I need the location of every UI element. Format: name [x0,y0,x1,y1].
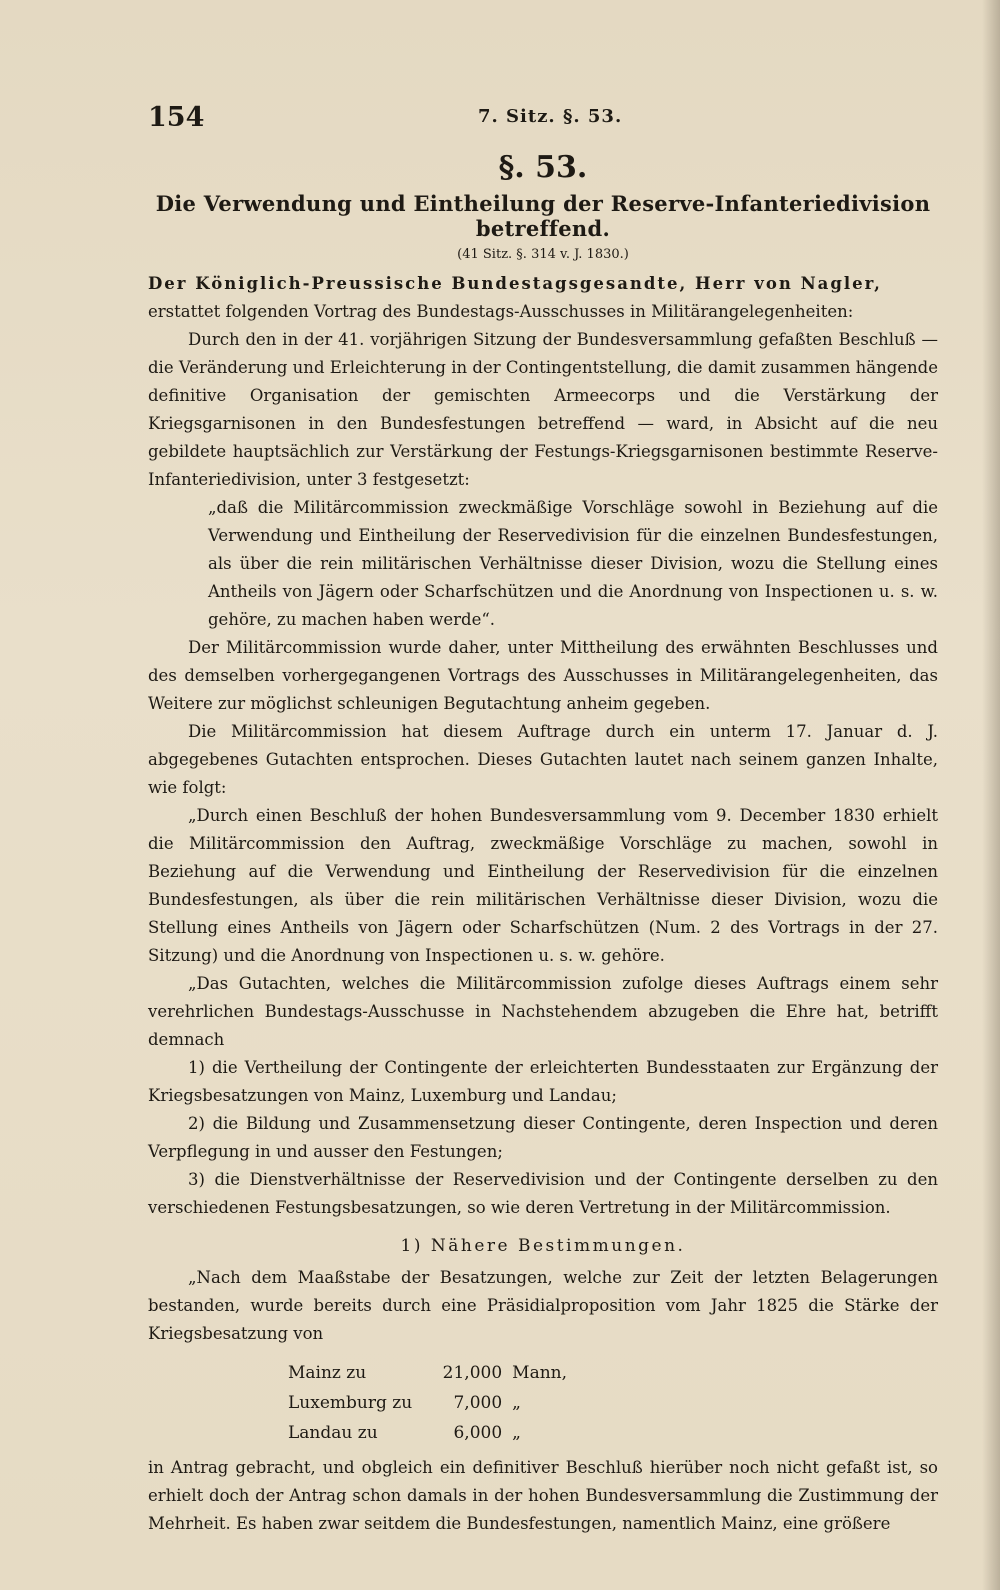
garrison-number: 6,000 [453,1423,503,1443]
running-title: 7. Sitz. §. 53. [478,106,623,127]
garrison-table [288,1358,577,1448]
garrison-number: 7,000 [453,1393,503,1413]
list-item-2: 2) die Bildung und Zusammensetzung dieser Contingente, deren Inspection und deren Verpflegung in und ausser den Festungen; [148,1114,938,1161]
paragraph-4: „Durch einen Beschluß der hohen Bundesversammlung vom 9. December 1830 erhielt die Militärcommission den Auftrag, zweckmäßige Vorschläge zu machen, sowohl in Beziehung auf die Verwendung und Eintheilung der Reservedivision für die einzelnen Bundesfestungen, als über die rein militärischen Verhältnisse dieser Division, wozu die Stellung eines Antheils von Jägern oder Scharfschützen (Num. 2 des Vortrags in der 27. Sitzung) und die Anordnung von Inspectionen u. s. w. gehöre. [148,806,938,965]
table-row [288,1388,577,1418]
garrison-place: Mainz zu [288,1363,367,1383]
paragraph-3: Die Militärcommission hat diesem Auftrage durch ein unterm 17. Januar d. J. abgegebenes Gutachten entsprochen. Dieses Gutachten lautet nach seinem ganzen Inhalte, wie folgt: [148,722,938,797]
table-row [288,1418,577,1448]
paragraph-1: Durch den in der 41. vorjährigen Sitzung der Bundesversammlung gefaßten Beschluß — die Veränderung und Erleichterung in der Contingentstellung, die damit zusammen hängende definitive Organisation der gemischten Armeecorps und die Verstärkung der Kriegsgarnisonen in den Bundesfestungen betreffend — ward, in Absicht auf die neu gebildete hauptsächlich zur Verstärkung der Festungs-Kriegsgarnisonen bestimmte Reserve-Infanteriedivision, unter 3 festgesetzt: [148,330,938,489]
running-head [148,96,938,142]
list-item-3: 3) die Dienstverhältnisse der Reservedivision und der Contingente derselben zu den verschiedenen Festungsbesatzungen, so wie deren Vertretung in der Militärcommission. [148,1170,938,1217]
garrison-number: 21,000 [442,1363,503,1383]
paragraph-6: „Nach dem Maaßstabe der Besatzungen, welche zur Zeit der letzten Belagerungen bestanden, wurde bereits durch eine Präsidialproposition vom Jahr 1825 die Stärke der Kriegsbesatzung von [148,1268,938,1343]
page-content [148,96,938,1538]
garrison-unit: Mann, [512,1363,567,1383]
quoted-resolution: „daß die Militärcommission zweckmäßige Vorschläge sowohl in Beziehung auf die Verwendung und Eintheilung der Reservedivision für die einzelnen Bundesfestungen, als über die rein militärischen Verhältnisse dieser Division, wozu die Stellung eines Antheils von Jägern oder Scharfschützen und die Anordnung von Inspectionen u. s. w. gehöre, zu machen haben werde“. [208,498,938,629]
list-item-1: 1) die Vertheilung der Contingente der erleichterten Bundesstaaten zur Ergänzung der Kriegsbesatzungen von Mainz, Luxemburg und Landau; [148,1058,938,1105]
speaker-name: Der Königlich-Preussische Bundestagsgesandte, Herr von Nagler, [148,274,882,293]
page-number: 154 [148,102,205,133]
section-reference: (41 Sitz. §. 314 v. J. 1830.) [457,247,629,262]
garrison-unit: „ [512,1393,521,1413]
garrison-place: Landau zu [288,1423,378,1443]
section-number: §. 53. [498,150,588,185]
paragraph-7: in Antrag gebracht, und obgleich ein definitiver Beschluß hierüber noch nicht gefaßt ist, so erhielt doch der Antrag schon damals in der hohen Bundesversammlung die Zustimmung der Mehrheit. Es haben zwar seitdem die Bundesfestungen, namentlich Mainz, eine größere [148,1458,938,1533]
page-edge-shadow [982,0,1000,1590]
section-title: Die Verwendung und Eintheilung der Reserve-Infanteriedivision betreffend. [155,191,931,241]
paragraph-5: „Das Gutachten, welches die Militärcommission zufolge dieses Auftrags einem sehr verehrlichen Bundestags-Ausschusse in Nachstehendem abzugeben die Ehre hat, betrifft demnach [148,974,938,1049]
speaker-intro: erstattet folgenden Vortrag des Bundestags-Ausschusses in Militärangelegenheiten: [148,302,854,321]
subheading: 1) Nähere Bestimmungen. [400,1236,686,1256]
speaker-paragraph [148,270,938,326]
table-row [288,1358,577,1388]
garrison-unit: „ [512,1423,521,1443]
paragraph-2: Der Militärcommission wurde daher, unter Mittheilung des erwähnten Beschlusses und des demselben vorhergegangenen Vortrags des Ausschusses in Militärangelegenheiten, das Weitere zur möglichst schleunigen Begutachtung anheim gegeben. [148,638,938,713]
garrison-place: Luxemburg zu [288,1393,413,1413]
